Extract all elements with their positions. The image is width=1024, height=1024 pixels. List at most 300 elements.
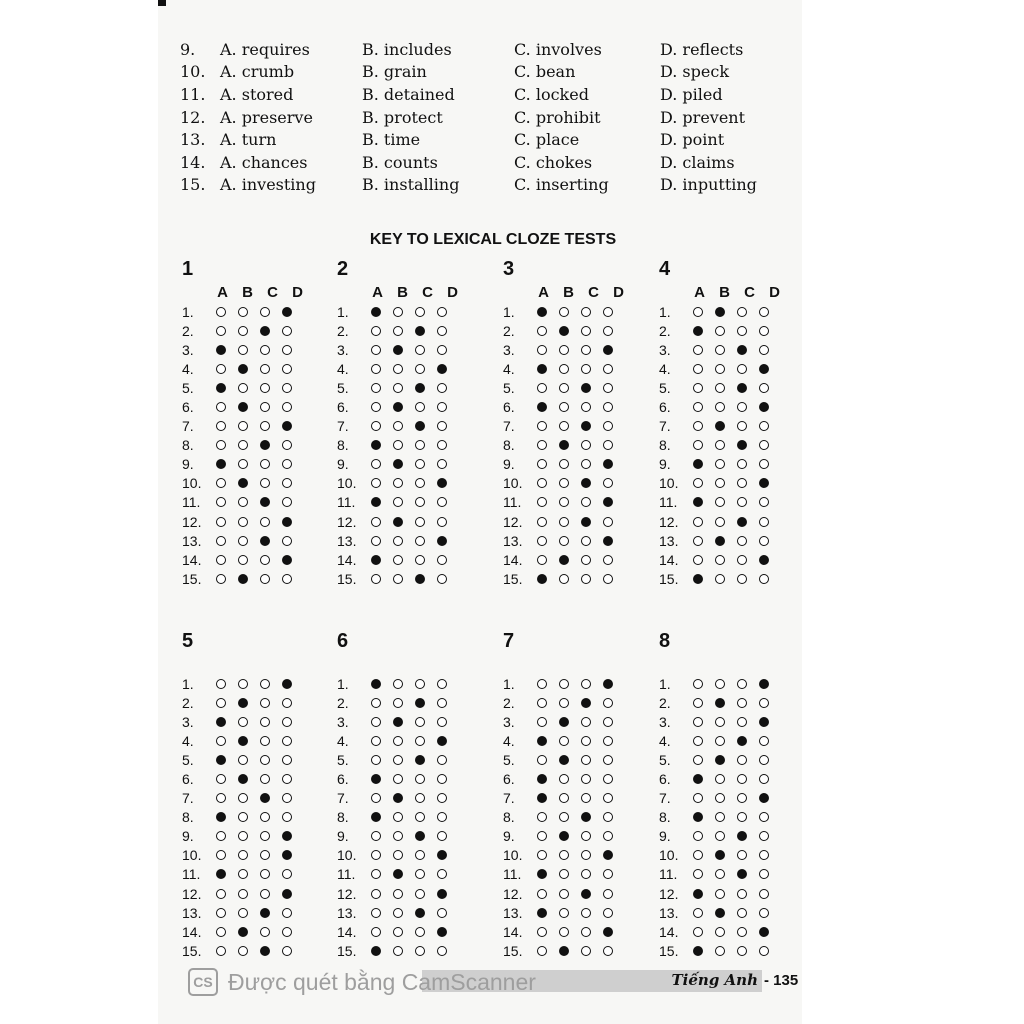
key-row (659, 769, 775, 788)
empty-bubble-icon (581, 793, 591, 803)
empty-bubble-icon (393, 889, 403, 899)
key-row (182, 827, 298, 846)
empty-bubble-icon (260, 555, 270, 565)
empty-bubble-icon (603, 698, 613, 708)
empty-bubble-icon (437, 517, 447, 527)
empty-bubble-icon (415, 793, 425, 803)
letter-a: A (694, 284, 705, 301)
filled-bubble-icon (603, 459, 613, 469)
empty-bubble-icon (759, 497, 769, 507)
empty-bubble-icon (437, 307, 447, 317)
key-question-number: 13. (503, 904, 523, 921)
option-a: A. stored (220, 84, 294, 104)
filled-bubble-icon (715, 536, 725, 546)
key-question-number: 1. (503, 303, 515, 320)
empty-bubble-icon (603, 774, 613, 784)
letter-header (365, 656, 453, 674)
key-row (182, 846, 298, 865)
empty-bubble-icon (238, 421, 248, 431)
empty-bubble-icon (371, 850, 381, 860)
letter-b: B (563, 284, 574, 301)
empty-bubble-icon (603, 440, 613, 450)
filled-bubble-icon (238, 402, 248, 412)
empty-bubble-icon (371, 345, 381, 355)
empty-bubble-icon (559, 736, 569, 746)
empty-bubble-icon (537, 717, 547, 727)
empty-bubble-icon (737, 908, 747, 918)
empty-bubble-icon (759, 869, 769, 879)
key-question-number: 5. (182, 379, 194, 396)
key-row (503, 884, 619, 903)
empty-bubble-icon (216, 850, 226, 860)
empty-bubble-icon (581, 497, 591, 507)
empty-bubble-icon (715, 812, 725, 822)
empty-bubble-icon (371, 736, 381, 746)
empty-bubble-icon (715, 679, 725, 689)
empty-bubble-icon (216, 698, 226, 708)
key-row (659, 417, 787, 436)
filled-bubble-icon (415, 755, 425, 765)
empty-bubble-icon (415, 402, 425, 412)
empty-bubble-icon (537, 478, 547, 488)
key-question-number: 9. (503, 456, 515, 473)
empty-bubble-icon (437, 908, 447, 918)
empty-bubble-icon (415, 812, 425, 822)
key-question-number: 3. (503, 713, 515, 730)
key-row (659, 827, 775, 846)
empty-bubble-icon (371, 908, 381, 918)
key-row (503, 474, 631, 493)
empty-bubble-icon (437, 774, 447, 784)
empty-bubble-icon (759, 459, 769, 469)
key-question-number: 11. (337, 494, 356, 511)
key-row (659, 359, 787, 378)
filled-bubble-icon (581, 517, 591, 527)
filled-bubble-icon (737, 736, 747, 746)
key-row (337, 750, 453, 769)
filled-bubble-icon (559, 946, 569, 956)
filled-bubble-icon (415, 908, 425, 918)
key-row (503, 417, 631, 436)
empty-bubble-icon (581, 326, 591, 336)
empty-bubble-icon (238, 812, 248, 822)
key-question-number: 4. (182, 360, 194, 377)
empty-bubble-icon (537, 850, 547, 860)
empty-bubble-icon (415, 717, 425, 727)
key-question-number: 11. (503, 494, 522, 511)
question-number: 12. (180, 107, 206, 127)
empty-bubble-icon (371, 517, 381, 527)
watermark-text: Được quét bằng CamScanner (228, 968, 536, 995)
filled-bubble-icon (693, 326, 703, 336)
key-question-number: 3. (659, 341, 671, 358)
key-question-number: 11. (182, 494, 201, 511)
empty-bubble-icon (282, 869, 292, 879)
key-question-number: 6. (182, 771, 194, 788)
key-question-number: 11. (659, 494, 678, 511)
empty-bubble-icon (581, 869, 591, 879)
empty-bubble-icon (537, 698, 547, 708)
empty-bubble-icon (693, 383, 703, 393)
filled-bubble-icon (437, 736, 447, 746)
key-question-number: 4. (503, 732, 515, 749)
key-row (182, 769, 298, 788)
filled-bubble-icon (371, 812, 381, 822)
filled-bubble-icon (603, 850, 613, 860)
empty-bubble-icon (603, 831, 613, 841)
key-row (337, 378, 465, 397)
empty-bubble-icon (581, 459, 591, 469)
key-row (182, 397, 310, 416)
empty-bubble-icon (437, 345, 447, 355)
option-a: A. investing (220, 175, 316, 195)
empty-bubble-icon (759, 517, 769, 527)
filled-bubble-icon (693, 774, 703, 784)
empty-bubble-icon (393, 698, 403, 708)
key-question-number: 14. (659, 551, 679, 568)
empty-bubble-icon (415, 850, 425, 860)
empty-bubble-icon (260, 679, 270, 689)
letter-c: C (267, 284, 278, 301)
key-question-number: 14. (503, 551, 523, 568)
key-row (337, 846, 453, 865)
empty-bubble-icon (371, 698, 381, 708)
empty-bubble-icon (371, 478, 381, 488)
filled-bubble-icon (581, 812, 591, 822)
key-question-number: 15. (337, 570, 357, 587)
empty-bubble-icon (216, 831, 226, 841)
filled-bubble-icon (393, 345, 403, 355)
option-a: A. turn (220, 130, 277, 150)
empty-bubble-icon (715, 555, 725, 565)
empty-bubble-icon (559, 307, 569, 317)
empty-bubble-icon (260, 364, 270, 374)
empty-bubble-icon (415, 478, 425, 488)
empty-bubble-icon (216, 497, 226, 507)
empty-bubble-icon (715, 946, 725, 956)
empty-bubble-icon (559, 927, 569, 937)
key-question-number: 2. (503, 322, 515, 339)
empty-bubble-icon (603, 517, 613, 527)
key-row (182, 922, 298, 941)
empty-bubble-icon (737, 421, 747, 431)
key-question-number: 13. (659, 904, 679, 921)
empty-bubble-icon (282, 755, 292, 765)
empty-bubble-icon (437, 812, 447, 822)
footer-book-title: Tiếng Anh (671, 971, 758, 989)
key-question-number: 9. (337, 456, 349, 473)
empty-bubble-icon (603, 755, 613, 765)
empty-bubble-icon (737, 574, 747, 584)
letter-b: B (719, 284, 730, 301)
filled-bubble-icon (238, 478, 248, 488)
filled-bubble-icon (260, 793, 270, 803)
filled-bubble-icon (393, 717, 403, 727)
multiple-choice-list (180, 38, 780, 196)
empty-bubble-icon (537, 831, 547, 841)
letter-header (687, 656, 775, 674)
empty-bubble-icon (581, 717, 591, 727)
empty-bubble-icon (437, 679, 447, 689)
key-question-number: 9. (503, 828, 515, 845)
empty-bubble-icon (282, 698, 292, 708)
empty-bubble-icon (282, 736, 292, 746)
empty-bubble-icon (393, 364, 403, 374)
empty-bubble-icon (693, 698, 703, 708)
key-row (182, 789, 298, 808)
key-question-number: 8. (503, 809, 515, 826)
answer-key-4 (659, 254, 787, 588)
key-row (337, 693, 453, 712)
empty-bubble-icon (437, 946, 447, 956)
empty-bubble-icon (282, 908, 292, 918)
filled-bubble-icon (216, 812, 226, 822)
empty-bubble-icon (603, 717, 613, 727)
key-row (659, 846, 775, 865)
option-c: C. prohibit (514, 107, 601, 127)
filled-bubble-icon (216, 717, 226, 727)
option-a: A. chances (220, 152, 308, 172)
empty-bubble-icon (715, 793, 725, 803)
empty-bubble-icon (238, 908, 248, 918)
key-question-number: 5. (503, 379, 515, 396)
key-row (659, 903, 775, 922)
empty-bubble-icon (715, 889, 725, 899)
key-row (182, 359, 310, 378)
empty-bubble-icon (282, 440, 292, 450)
option-c: C. locked (514, 84, 589, 104)
key-row (659, 493, 787, 512)
key-question-number: 3. (337, 713, 349, 730)
empty-bubble-icon (559, 517, 569, 527)
empty-bubble-icon (559, 497, 569, 507)
empty-bubble-icon (559, 402, 569, 412)
key-question-number: 9. (337, 828, 349, 845)
empty-bubble-icon (693, 831, 703, 841)
empty-bubble-icon (282, 774, 292, 784)
empty-bubble-icon (715, 517, 725, 527)
empty-bubble-icon (216, 421, 226, 431)
question-number: 14. (180, 152, 206, 172)
empty-bubble-icon (393, 497, 403, 507)
empty-bubble-icon (415, 345, 425, 355)
empty-bubble-icon (537, 421, 547, 431)
key-question-number: 15. (659, 570, 679, 587)
empty-bubble-icon (371, 364, 381, 374)
key-question-number: 8. (337, 437, 349, 454)
empty-bubble-icon (693, 440, 703, 450)
empty-bubble-icon (715, 574, 725, 584)
filled-bubble-icon (282, 889, 292, 899)
empty-bubble-icon (260, 736, 270, 746)
filled-bubble-icon (559, 440, 569, 450)
filled-bubble-icon (371, 440, 381, 450)
empty-bubble-icon (238, 793, 248, 803)
empty-bubble-icon (581, 850, 591, 860)
key-question-number: 4. (659, 732, 671, 749)
empty-bubble-icon (282, 812, 292, 822)
empty-bubble-icon (737, 679, 747, 689)
question-row (180, 106, 780, 129)
empty-bubble-icon (260, 345, 270, 355)
empty-bubble-icon (216, 555, 226, 565)
empty-bubble-icon (393, 555, 403, 565)
key-row (503, 903, 619, 922)
key-row (659, 865, 775, 884)
key-question-number: 13. (659, 532, 679, 549)
key-row (182, 321, 310, 340)
question-number: 11. (180, 84, 206, 104)
empty-bubble-icon (581, 755, 591, 765)
key-question-number: 3. (182, 713, 194, 730)
empty-bubble-icon (603, 478, 613, 488)
empty-bubble-icon (759, 889, 769, 899)
filled-bubble-icon (393, 869, 403, 879)
empty-bubble-icon (437, 383, 447, 393)
filled-bubble-icon (603, 536, 613, 546)
empty-bubble-icon (693, 869, 703, 879)
option-d: D. claims (660, 152, 735, 172)
filled-bubble-icon (238, 698, 248, 708)
empty-bubble-icon (693, 421, 703, 431)
filled-bubble-icon (715, 307, 725, 317)
key-question-number: 14. (659, 923, 679, 940)
key-question-number: 7. (503, 418, 515, 435)
camscanner-watermark (188, 968, 536, 996)
empty-bubble-icon (260, 478, 270, 488)
empty-bubble-icon (238, 869, 248, 879)
filled-bubble-icon (693, 889, 703, 899)
filled-bubble-icon (737, 345, 747, 355)
key-row (659, 550, 787, 569)
key-row (182, 455, 310, 474)
key-question-number: 8. (182, 809, 194, 826)
empty-bubble-icon (537, 927, 547, 937)
key-number: 1 (182, 258, 194, 280)
empty-bubble-icon (371, 831, 381, 841)
empty-bubble-icon (437, 326, 447, 336)
filled-bubble-icon (537, 307, 547, 317)
filled-bubble-icon (238, 927, 248, 937)
key-row (659, 884, 775, 903)
empty-bubble-icon (216, 326, 226, 336)
key-question-number: 14. (337, 923, 357, 940)
empty-bubble-icon (260, 869, 270, 879)
empty-bubble-icon (393, 774, 403, 784)
letter-header (531, 656, 619, 674)
filled-bubble-icon (759, 478, 769, 488)
key-row (337, 865, 453, 884)
letter-c: C (744, 284, 755, 301)
empty-bubble-icon (603, 555, 613, 565)
empty-bubble-icon (559, 679, 569, 689)
key-row (337, 474, 465, 493)
empty-bubble-icon (537, 497, 547, 507)
filled-bubble-icon (216, 459, 226, 469)
key-row (503, 750, 619, 769)
empty-bubble-icon (559, 421, 569, 431)
filled-bubble-icon (282, 831, 292, 841)
filled-bubble-icon (537, 364, 547, 374)
corner-mark (158, 0, 166, 6)
key-row (503, 455, 631, 474)
filled-bubble-icon (260, 536, 270, 546)
empty-bubble-icon (759, 908, 769, 918)
empty-bubble-icon (415, 869, 425, 879)
key-question-number: 6. (659, 771, 671, 788)
empty-bubble-icon (371, 869, 381, 879)
filled-bubble-icon (260, 946, 270, 956)
key-row (337, 436, 465, 455)
key-row (659, 436, 787, 455)
empty-bubble-icon (216, 536, 226, 546)
empty-bubble-icon (282, 946, 292, 956)
key-question-number: 14. (182, 923, 202, 940)
empty-bubble-icon (559, 908, 569, 918)
key-question-number: 5. (337, 379, 349, 396)
key-question-number: 2. (182, 694, 194, 711)
empty-bubble-icon (371, 889, 381, 899)
key-row (182, 340, 310, 359)
empty-bubble-icon (216, 946, 226, 956)
empty-bubble-icon (759, 736, 769, 746)
empty-bubble-icon (603, 908, 613, 918)
filled-bubble-icon (759, 717, 769, 727)
filled-bubble-icon (715, 850, 725, 860)
key-row (337, 417, 465, 436)
empty-bubble-icon (693, 908, 703, 918)
key-row (503, 674, 619, 693)
empty-bubble-icon (737, 364, 747, 374)
empty-bubble-icon (393, 307, 403, 317)
filled-bubble-icon (437, 478, 447, 488)
filled-bubble-icon (371, 497, 381, 507)
empty-bubble-icon (559, 536, 569, 546)
key-question-number: 3. (337, 341, 349, 358)
filled-bubble-icon (282, 679, 292, 689)
key-row (503, 531, 631, 550)
empty-bubble-icon (559, 793, 569, 803)
filled-bubble-icon (581, 698, 591, 708)
key-row (337, 922, 453, 941)
option-b: B. installing (362, 175, 460, 195)
empty-bubble-icon (282, 478, 292, 488)
key-question-number: 7. (182, 790, 194, 807)
filled-bubble-icon (759, 927, 769, 937)
filled-bubble-icon (415, 383, 425, 393)
empty-bubble-icon (260, 831, 270, 841)
empty-bubble-icon (437, 402, 447, 412)
empty-bubble-icon (537, 889, 547, 899)
key-question-number: 11. (337, 866, 356, 883)
key-row (503, 865, 619, 884)
key-row (337, 903, 453, 922)
empty-bubble-icon (759, 326, 769, 336)
empty-bubble-icon (737, 326, 747, 336)
key-row (182, 808, 298, 827)
empty-bubble-icon (715, 383, 725, 393)
empty-bubble-icon (371, 421, 381, 431)
filled-bubble-icon (759, 679, 769, 689)
key-row (503, 359, 631, 378)
empty-bubble-icon (437, 831, 447, 841)
empty-bubble-icon (603, 946, 613, 956)
empty-bubble-icon (759, 850, 769, 860)
empty-bubble-icon (603, 383, 613, 393)
empty-bubble-icon (415, 889, 425, 899)
letter-a: A (217, 284, 228, 301)
empty-bubble-icon (393, 946, 403, 956)
